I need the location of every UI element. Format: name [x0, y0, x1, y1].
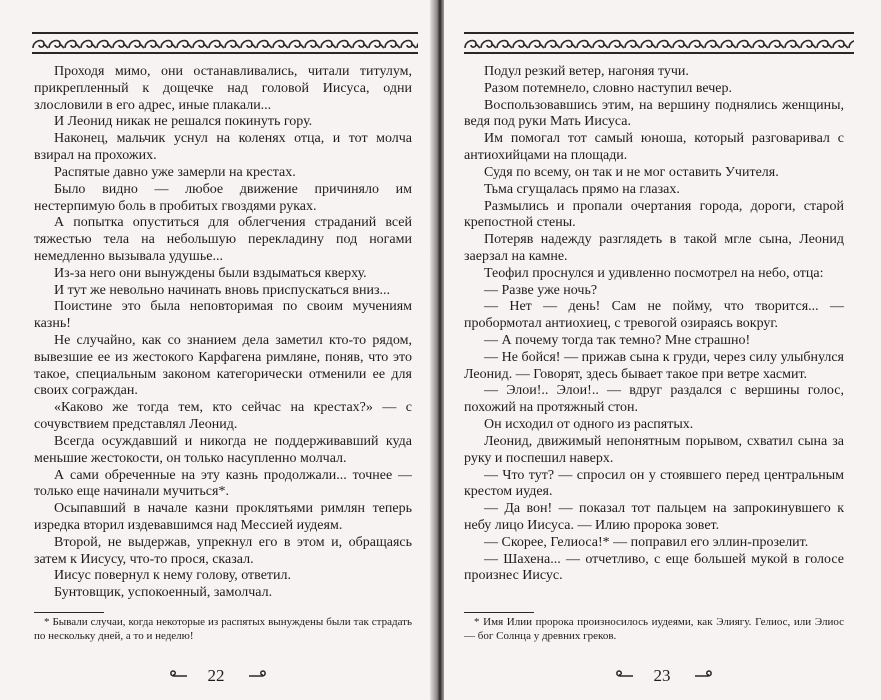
paragraph: Судя по всему, он так и не мог оставить Учителя.	[484, 164, 779, 180]
paragraph: И Леонид никак не решался покинуть гору.	[54, 114, 313, 130]
left-scroll-ornament-right	[248, 670, 268, 682]
paragraph: — Да вон! — показал тот пальцем на запрокинувшего к небу лицо Иисуса. — Илию пророка зовет.	[464, 501, 844, 533]
paragraph: И тут же невольно начинать вновь приспускаться вниз...	[54, 282, 391, 298]
paragraph: Разом потемнело, словно наступил вечер.	[484, 80, 733, 96]
paragraph: Теофил проснулся и удивленно посмотрел на небо, отца:	[484, 265, 824, 281]
right-page	[444, 0, 881, 700]
paragraph: Тьма сгущалась прямо на глазах.	[484, 181, 680, 197]
paragraph: Воспользовавшись этим, на вершину поднялись женщины, ведя под руки Мать Иисуса.	[464, 97, 844, 130]
paragraph: «Каково же тогда тем, кто сейчас на крестах?» — с сочувствием представлял Леонид.	[34, 400, 412, 433]
footnote-rule	[34, 612, 104, 613]
paragraph: — Разве уже ночь?	[484, 282, 598, 298]
paragraph: А попытка опуститься для облегчения страданий всей тяжестью тела на небольшую перекладину под ногами немедленно вызывала удушье...	[34, 215, 412, 264]
paragraph: Второй, не выдержав, упрекнул его в этом и, обращаясь затем к Иисусу, что-то прося, сказал.	[34, 534, 412, 567]
left-footnote	[34, 615, 412, 643]
paragraph: А сами обреченные на эту казнь продолжали... точнее — только еще начинали мучиться*.	[34, 467, 412, 500]
paragraph: Всегда осуждавший и никогда не поддерживавший куда меньшие жестокости, он только насупленно молчал.	[34, 433, 412, 466]
footnote-text: * Бывали случаи, когда некоторые из распятых вынуждены были так страдать по нескольку дней, а то и неделю!	[34, 616, 412, 642]
right-header-ornament	[464, 32, 854, 54]
paragraph: — Что тут? — спросил он у стоявшего перед центральным крестом иудея.	[464, 467, 844, 500]
paragraph: — Не бойся! — прижав сына к груди, через силу улыбнулся Леонид. — Говорят, здесь бывает такое при ветре хасмит.	[464, 349, 844, 382]
right-body-text	[464, 64, 844, 585]
paragraph: Потеряв надежду разглядеть в такой мгле сына, Леонид заерзал на камне.	[464, 232, 844, 264]
right-footnote	[464, 615, 844, 643]
left-body-text	[34, 64, 412, 602]
paragraph: Наконец, мальчик уснул на коленях отца, и тот молча взирал на прохожих.	[34, 131, 412, 164]
paragraph: Из-за него они вынуждены были вздыматься кверху.	[54, 265, 367, 281]
footnote-rule	[464, 612, 534, 613]
left-scroll-ornament	[168, 670, 188, 682]
left-page	[0, 0, 437, 700]
paragraph: Поистине это была неповторимая по своим мучениям казнь!	[34, 299, 412, 332]
paragraph: Бунтовщик, успокоенный, замолчал.	[54, 585, 273, 601]
paragraph: — Скорее, Гелиоса!* — поправил его эллин-прозелит.	[484, 534, 809, 550]
paragraph: — Шахена... — отчетливо, с еще большей мукой в голосе произнес Иисус.	[464, 551, 844, 584]
page-number-right: 23	[653, 666, 671, 685]
paragraph: — А почему тогда так темно? Мне страшно!	[484, 333, 751, 348]
paragraph: Проходя мимо, они останавливались, читали титулум, прикрепленный к дощечке над головой Иисуса, одни злословили в его адрес, иные плакали...	[34, 64, 412, 113]
paragraph: — Нет — день! Сам не пойму, что творится... — пробормотал антиохиец, с тревогой озираясь вокруг.	[464, 299, 844, 332]
footnote-text: * Имя Илии пророка произносилось иудеями, как Элиягу. Гелиос, или Элиос — бог Солнца у древних греков.	[464, 616, 844, 642]
page-number-left: 22	[207, 666, 225, 685]
paragraph: Распятые давно уже замерли на крестах.	[54, 164, 296, 180]
paragraph: Было видно — любое движение причиняло им нестерпимую боль в пробитых гвоздями руках.	[34, 181, 412, 214]
paragraph: Им помогал тот самый юноша, который разговаривал с антиохийцами на площади.	[464, 131, 844, 164]
right-scroll-ornament-right	[694, 670, 714, 682]
paragraph: Не случайно, как со знанием дела заметил кто-то рядом, вывезшие ее из жестокого Карфагена римляне, поняв, что это такое, специальным законом категорически отменили ее для своих сограждан.	[34, 333, 412, 399]
paragraph: Он исходил от одного из распятых.	[484, 417, 694, 433]
paragraph: Подул резкий ветер, нагоняя тучи.	[484, 64, 689, 79]
paragraph: Иисус повернул к нему голову, ответил.	[54, 568, 292, 584]
paragraph: — Элои!.. Элои!.. — вдруг раздался с вершины голос, похожий на протяжный стон.	[464, 383, 844, 416]
right-scroll-ornament	[614, 670, 634, 682]
paragraph: Осыпавший в начале казни проклятьями римлян теперь изредка вторил издевавшимся над Мессией иудеям.	[34, 501, 412, 533]
paragraph: Леонид, движимый непонятным порывом, схватил сына за руку и поспешил наверх.	[464, 433, 844, 466]
paragraph: Размылись и пропали очертания города, дороги, старой крепостной стены.	[464, 198, 844, 231]
left-header-ornament	[32, 32, 418, 54]
